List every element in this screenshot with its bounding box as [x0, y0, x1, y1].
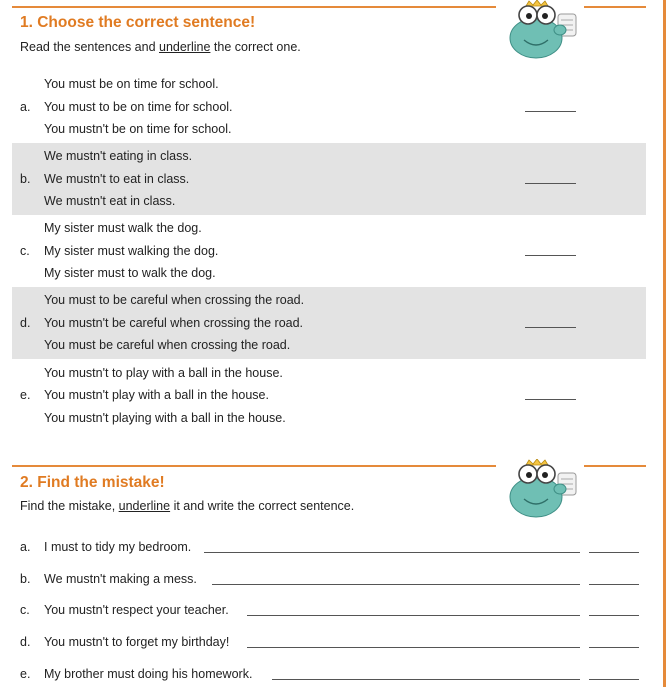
option-d-2[interactable]: You mustn't be careful when crossing the road.: [44, 316, 304, 330]
answer-line-e[interactable]: [525, 399, 576, 400]
answer-line-long[interactable]: [212, 584, 580, 585]
option-b-2[interactable]: We mustn't to eat in class.: [44, 172, 190, 186]
section1-instruction: Read the sentences and underline the correct one.: [20, 40, 301, 54]
mistake-item-c: [20, 603, 660, 619]
option-c-3[interactable]: My sister must to walk the dog.: [44, 266, 216, 280]
option-a-1[interactable]: You must be on time for school.: [44, 77, 219, 91]
page-edge-stripe: [663, 0, 666, 687]
answer-line-short[interactable]: [589, 552, 639, 553]
answer-line-short[interactable]: [589, 647, 639, 648]
group-b-letter: b.: [20, 172, 31, 186]
answer-line-short[interactable]: [589, 615, 639, 616]
mistake-sentence[interactable]: I must to tidy my bedroom.: [44, 540, 192, 554]
mistake-sentence[interactable]: You mustn't to forget my birthday!: [44, 635, 230, 649]
group-e-letter: e.: [20, 388, 31, 402]
answer-line-short[interactable]: [589, 584, 639, 585]
section2-title: 2. Find the mistake!: [20, 474, 165, 491]
answer-line-long[interactable]: [247, 615, 580, 616]
option-c-2[interactable]: My sister must walking the dog.: [44, 244, 219, 258]
answer-line-long[interactable]: [247, 647, 580, 648]
option-c-1[interactable]: My sister must walk the dog.: [44, 221, 202, 235]
group-a-letter: a.: [20, 100, 31, 114]
mistake-letter: d.: [20, 635, 31, 649]
mistake-sentence[interactable]: We mustn't making a mess.: [44, 572, 197, 586]
option-a-2[interactable]: You must to be on time for school.: [44, 100, 233, 114]
mistake-item-a: [20, 540, 660, 556]
option-d-1[interactable]: You must to be careful when crossing the road.: [44, 293, 305, 307]
mistake-item-e: [20, 667, 660, 683]
option-a-3[interactable]: You mustn't be on time for school.: [44, 122, 232, 136]
section2-rule-right: [584, 465, 646, 467]
frog-mascot-icon: [500, 0, 586, 64]
section2-rule-left: [12, 465, 496, 467]
answer-line-short[interactable]: [589, 679, 639, 680]
mistake-letter: b.: [20, 572, 31, 586]
mistake-sentence[interactable]: My brother must doing his homework.: [44, 667, 253, 681]
mistake-sentence[interactable]: You mustn't respect your teacher.: [44, 603, 229, 617]
section1-rule-left: [12, 6, 496, 8]
section1-title: 1. Choose the correct sentence!: [20, 14, 256, 31]
answer-line-b[interactable]: [525, 183, 576, 184]
group-c-letter: c.: [20, 244, 30, 258]
section1-rule-right: [584, 6, 646, 8]
mistake-letter: c.: [20, 603, 30, 617]
mistake-letter: e.: [20, 667, 31, 681]
answer-line-long[interactable]: [272, 679, 580, 680]
option-e-3[interactable]: You mustn't playing with a ball in the house.: [44, 411, 286, 425]
mistake-item-b: [20, 572, 660, 588]
mistake-letter: a.: [20, 540, 31, 554]
section2-instruction: Find the mistake, underline it and write the correct sentence.: [20, 499, 355, 513]
option-d-3[interactable]: You must be careful when crossing the road.: [44, 338, 291, 352]
option-b-1[interactable]: We mustn't eating in class.: [44, 149, 193, 163]
option-b-3[interactable]: We mustn't eat in class.: [44, 194, 176, 208]
option-e-2[interactable]: You mustn't play with a ball in the house.: [44, 388, 269, 402]
answer-line-long[interactable]: [204, 552, 580, 553]
option-e-1[interactable]: You mustn't to play with a ball in the house.: [44, 366, 283, 380]
answer-line-d[interactable]: [525, 327, 576, 328]
answer-line-a[interactable]: [525, 111, 576, 112]
group-d-letter: d.: [20, 316, 31, 330]
frog-mascot-icon: [500, 459, 586, 523]
mistake-item-d: [20, 635, 660, 651]
answer-line-c[interactable]: [525, 255, 576, 256]
